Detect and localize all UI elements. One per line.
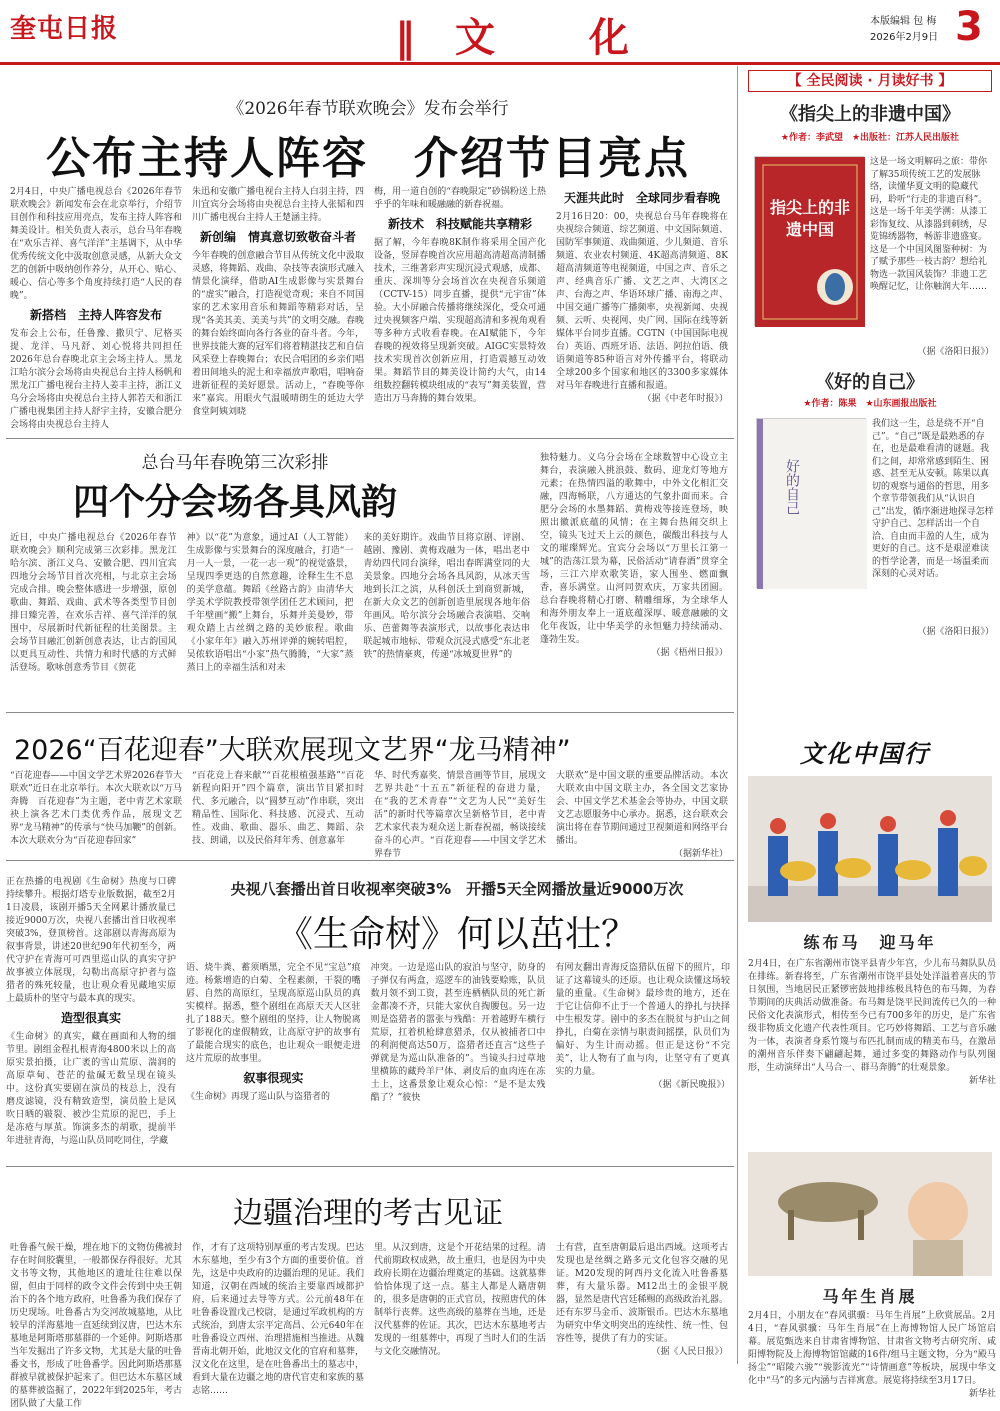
subheading: 新创编 情真意切致敬奋斗者 [199, 230, 356, 244]
paragraph: 《生命树》的真实，藏在画面和人物的细节里。剧组金程扎根青海4800米以上的高原实景拍摄，让广袤的雪山荒原、湍润的高原草甸、苍茫的盐碱无数呈现在镜头中。这份真实要剧在演员的枝总上，没有磨皮滤镜，没有精致造型，演员脸上是风吹日晒的皲裂、被沙尘荒原的泥巴，手上是冻疮与厚茧。饰演多杰的胡歌，提前半年进驻青海，与巡山队员同吃同住，学藏 [6, 1032, 176, 1146]
body-column [187, 532, 354, 712]
body-column [363, 532, 530, 712]
header-rule [0, 62, 1000, 65]
photo-caption [748, 958, 996, 1088]
paragraph: 2月16日20：00，央视总台马年春晚将在央视综合频道、综艺频道、中文国际频道、国防军事频道、戏曲频道、少儿频道、音乐频道、农业农村频道、4K超高清频道、8K超高清频道等电视频道，中国之声、音乐之声、经典音乐广播、文艺之声、大湾区之声、台海之声、华语环球广播、南海之声、中国交通广播等广播频率，央视新闻、央视频、云听、央视网、央广网、国际在线等新媒体平台同步直播。CGTN（中国国际电视台）英语、西班牙语、法语、阿拉伯语、俄语频道等85种语言对外传播平台，将联动全球200多个国家和地区的3300多家媒体对马年春晚进行直播和报道。 [556, 212, 728, 391]
book-description: 这是一场文明解码之旅：带你了解35项传统工艺的发展脉络，读懂华夏文明的隐藏代码，聆听“行走的非遗百科”。这是一场千年美学溯：从漆工彩饰复纹、从漆器到刺绣，尽览锦绣器物，畅游非遗盛宴。这是一个中国风图鉴种树：为了赋予那些一枝古韵？想给礼物选一款国风装饰？非遗工艺唤醒记忆，让你触润大年…… [870, 157, 988, 292]
paragraph: 《生命树》再现了巡山队与盗猎者的 [186, 1092, 331, 1102]
paragraph: 据了解，今年春晚8K制作将采用全国产化设备，竖屏春晚首次应用超高清超高清制播技术，三维著彩声实现沉浸式观感，成都、重庆、深圳等分会场首次在央视音乐频道（CCTV-15）同步直播，提供“元宇宙”体验。大小屏融合传播将继续深化，受众可通过央视频客户端、实现超高清和多视角观看等多种方式收看春晚。在AI赋能下，今年春晚的视效将呈现新突破。AIGC实景特效技术实现首次创新应用，打造震撼互动效果。舞蹈节目的舞美设计简约大气，由14组数控翻转模块组成的“表写”舞美装置，营造出万马奔腾的舞台效果。 [374, 238, 546, 404]
body-column [371, 962, 546, 1158]
horse-dance-photo-icon [748, 776, 992, 922]
body-column [374, 770, 546, 859]
section-rule [6, 438, 734, 439]
body-column [192, 770, 364, 854]
body-column [540, 452, 728, 722]
paragraph: 吐鲁番气候干燥，埋在地下的文物仿佛被封存在时间胶囊里，一般都保存得很好。尤其文书等文物，其他地区的遗址往往难以保留，但由于同样的政令文件会传到中央王朝治下的各个地方政府，吐鲁番为我们保存了历史现场。吐鲁番古为交河故城墓地，从比较早的洋海墓地一直延续到汉唐，巴达木东墓地是阿斯塔那墓群的一个延伸。阿斯塔那当年发掘出了许多文物，尤其是大量的吐鲁番文书，形成了吐鲁番学。因此阿斯塔那墓群被早就被保护起来了。但巴达木东墓区域的墓葬被盗掘了，2022年到2025年，考古团队做了大量工作 [10, 1243, 182, 1409]
body-column [186, 962, 361, 1158]
photo-title: 马年生肖展 [822, 1287, 918, 1306]
body-column [556, 186, 728, 426]
body-column [374, 1242, 546, 1362]
article-headline: 四个分会场各具风韵 [72, 482, 397, 523]
paragraph: 近日，中央广播电视总台《2026年春节联欢晚会》顺利完成第三次彩排。黑龙江哈尔滨、浙江义乌、安徽合肥、四川宜宾四地分会场节目首次亮相，与北京主会场完成合排。晚会整体感进一步增强，原创歌曲、舞蹈、戏曲、武术等各类型节目创排日臻完善，在欢乐吉祥、喜气洋洋的氛围中，尽展新时代新征程的壮美图景。主会场节目融汇创新创意表达，让古韵国风以更具互动性、共情力和时代感的方式鲜活登场。歌咏创意秀节目《贺花 [10, 533, 177, 673]
section-name: 文 化 [455, 14, 669, 61]
subheading: 新技术 科技赋能共享精彩 [387, 217, 532, 231]
photo-title: 练布马 迎马年 [803, 933, 937, 952]
paragraph: 语、烧牛粪、蓄须晒黑，完全不见“宝总”痕迹。杨紫增造的白菊、全程素颜，干裂的嘴唇、自然的高原红，呈现高原巡山队员的真实模样。据悉，整个剧组在高原天天人区驻扎了188天。整个剧组的坚持，让人物脱离了影视化的虚假精致，让高原守护的故事有了最能合现实的底色，也让观众一眼便走进这片荒原的故事里。 [186, 963, 361, 1064]
subheading: 叙事很现实 [243, 1071, 304, 1085]
column-divider [737, 66, 738, 1364]
book-cover [754, 156, 864, 326]
paragraph: 梅，用一道自创的“春晚限定”砂锅粉送上热乎乎的年味和暖融融的新春祝福。 [374, 187, 546, 210]
article-kicker: 总台马年春晚第三次彩排 [141, 453, 329, 473]
subheading: 新搭档 主持人阵容发布 [29, 308, 162, 322]
body-column [10, 1242, 182, 1409]
article-source: （据新华社） [673, 849, 728, 859]
photo-zodiac-exhibit [748, 1152, 992, 1276]
section-title: ‖文 化 [395, 14, 669, 61]
paragraph: 2月4日，中央广播电视总台《2026年春节联欢晚会》新闻发布会在北京举行，介绍节目创作和科技应用亮点，发布主持人阵容和舞美设计。相关负责人表示，总台马年春晚在“欢乐吉祥、喜气洋洋”主基调下，从中华优秀传统文化中汲取创意灵感，从新大众文艺的创新中吸纳创作养分，从开心、贴心、暖心、信心等多个角度持续打造“人民的春晚”。 [10, 187, 182, 301]
paragraph: 有网友翻出青海反盗猎队伍留下的照片，印证了这幕镜头的还原。也让观众读懂这场较量的重量。《生命树》最珍贵的地方，还在于它让信仰不止于一个普通人的挣扎与抉择中生根发芽。剧中的多杰在脱贫与护山之间挣扎，白菊在亲情与职责间摇摆，队员们为偏好、为生计而动摇。但正是这份“不完美”，让人物有了血与肉，让坚守有了更真实的力量。 [555, 963, 731, 1077]
body-column [555, 962, 730, 1158]
article-source: （据《中老年时报》） [642, 394, 728, 404]
article-body [10, 532, 530, 712]
photo-caption [748, 1310, 996, 1401]
book-cover-title: 好的自己 [784, 459, 800, 515]
article-body [10, 186, 728, 430]
paragraph: 作，才有了这项特别厚重的考古发现。巴达木东墓地，至少有3个方面的重要价值。首先，这是中央政府的边疆治理的见证。我们知道，汉朝在西域的统治主要靠西域都护府，后来通过去导等方式。公元前48年在吐鲁番设置戊己校尉，是通过军政机构的方式统治，到唐太宗平定高昌、公元640年在吐鲁番设立西州、治理措施相当推进。从魏晋南北朝开始，此地汉文化的官府和墓葬，汉文化在这里，是在吐鲁番出土的墓志中，看到大量在边疆之地的唐代官吏和家族的墓志铭…… [192, 1243, 364, 1396]
paragraph: 华、时代秀嘉奖、情景音画等节目，展现文艺界共赴“十五五”新征程的奋进力量，在“我的艺术青春”“文艺为人民”“美好生活”的新时代等篇章次呈新格节目，老中青艺术家代表为观众送上新春祝福，畅谈接续奋斗的心声。“百花迎春——中国文学艺术界春节 [374, 771, 546, 859]
article-body [10, 770, 728, 859]
book-meta: ★作者：陈果 ★山东画报出版社 [803, 399, 937, 409]
article-headline: 2026“百花迎春”大联欢展现文艺界“龙马精神” [14, 735, 571, 766]
paragraph: 冲突。一边是巡山队的寂泊与坚守，防身的子弹仅有两盒，巡逻车的油钱要赊账，队员数月领不到工资，甚至连栖栖队员的死亡新金都凑不齐，只能大家伙自掏腰包。另一边则是盗猎者的嚣张与残酷：开着越野车横行荒原，扛着机枪肆意猎杀，仅从被捕者口中的利润便高达50万，盗猎者还直言“这些子弹就是为巡山队准备的”。当镜头扫过草地里横陈的藏羚羊尸体、剥皮后的血肉连在冻土上，这番景象让观众心惊：“是不是太残酷了？”彼快 [370, 963, 546, 1103]
section-rule [6, 712, 734, 713]
paragraph: 里。从汉到唐，这是个开花结果的过程。清代前期政权成熟，故土重归，也是因为中央政府长期在边疆治理奠定的基础。这就墓葬恰恰体现了这一点。墓主人都是人籍唐朝的，很多是唐朝的正式官员，按照唐代的体制举行丧葬。这些高级的墓葬在当地，还是汉代墓葬的佐证。其次，巴达木东墓地考古发现的一组墓葬中，再现了当时人们的生活与文化交融情况。 [374, 1243, 546, 1357]
paragraph: 朱迅和安徽广播电视台主持人白羽主持，四川宜宾分会场将由央视总台主持人张韬和四川广播电视台主持人王楚涵主持。 [192, 187, 364, 223]
article-tree-of-life [0, 862, 736, 1162]
book-cover-title: 指尖上的非遗中国 [769, 198, 850, 239]
issue-date: 2026年2月9日 [870, 32, 939, 43]
paragraph: 神》以“花”为意象，通过AI（人工智能）生成影像与实景舞台的深度融合，打造“一月一人一景，一花一志一观”的视觉盛景，呈现四季更迭的自然意趣，诠释生生不息的美学意蕴。舞蹈《丝路古韵》由清华大学美术学院教授带领学团任艺术顾问，把千年壁画“搬”上舞台，乐舞并美曼妙，带观众踏上古丝绸之路的美妙旅程。歌曲《小家年年》融入苏州评弹的婉转唱腔，吴侬软语唱出“小家”热气腾腾，“大家”蒸蒸日上的幸福生活和对未 [186, 533, 354, 673]
section-rule [6, 1166, 734, 1167]
book-cover [756, 418, 866, 588]
subheading: 造型很真实 [60, 1011, 121, 1025]
article-frontier-archaeology [0, 1168, 736, 1409]
article-body [186, 962, 730, 1158]
book-cover-art-icon [757, 419, 867, 589]
book-cover-art-icon [755, 157, 865, 327]
article-rehearsal [0, 440, 736, 710]
caption-text: 2月4日，小朋友在“春风骐骥：马年生肖展”上欣赏展品。2月4日，“春风骐骥：马年生肖展”在上海博物馆人民广场馆启幕。展览甄选来自甘肃省博物馆、甘肃省文物考古研究所、咸阳博物院及上海博物馆馆藏的16件/组马主题文物，分为“殿马扬尘”“昭陵六骏”“骏影流光”“诗情画意”等板块，展现中华文化中“马”的多元内涵与吉祥寓意。展览将持续至3月17日。 [748, 1311, 996, 1386]
paragraph: “百花迎春——中国文学艺术界2026春节大联欢”近日在北京举行。本次大联欢以“万马奔腾 百花迎春”为主题，老中青艺术家联袂上演各艺术门类优秀作品，展现文艺界“龙马精神”的传承与“快马加鞭”的创新。本次大联欢分为“百花迎春回家” [10, 771, 182, 846]
article-kicker: 《2026年春节联欢晚会》发布会举行 [227, 99, 509, 119]
masthead [0, 0, 1000, 64]
body-column [374, 186, 546, 426]
article-headline: 《生命树》何以茁壮？ [276, 914, 637, 955]
section-rule [6, 860, 734, 861]
body-column [192, 1242, 364, 1396]
paragraph: 发布会上公布，任鲁豫、撒贝宁、尼格买提、龙洋、马凡舒、刘心悦将共同担任2026年总台春晚北京主会场主持人。黑龙江哈尔滨分会场将由央视总台主持人杨帆和黑龙江广播电视台主持人姜丰主持，浙江义乌分会场将由央视总台主持人郭若天和浙江广播电视集团主持人舒宇主持，安徽合肥分会场将由央视总台主持人 [10, 329, 182, 430]
article-source: （据《人民日报》） [651, 1347, 728, 1357]
article-gala-press [0, 66, 736, 430]
book-title: 《好的自己》 [816, 372, 924, 393]
body-column [192, 186, 364, 426]
paragraph: 正在热播的电视剧《生命树》热度与口碑持续攀升。根据灯塔专业版数据，截至2月1日凌晨，该剧开播5天全网累计播放量已接近9000万次，央视八套播出首日收视率突破3%，登顶榜首。这部剧以青海高原为叙事背景，讲述20世纪90年代初至今，两代守护在青海可可西里巡山队的真实守护故事被立体展现，勾勒出高原守护者与盗猎者的殊死较量，也让观众看见藏地实原上最质朴的坚守与最本真的现实。 [6, 877, 176, 1004]
article-kicker: 央视八套播出首日收视率突破3% 开播5天全网播放量近9000万次 [230, 880, 684, 898]
book-source: （据《洛阳日报》） [917, 347, 994, 357]
photo-source: 新华社 [968, 1389, 996, 1399]
body-column [10, 770, 182, 854]
paragraph: 大联欢”是中国文联的重要品牌活动。本次大联欢由中国文联主办，各全国文艺家协会、中国文学艺术基金会等协办，中国文联文艺志愿服务中心承办。据悉，这台联欢会演出将在春节期间通过卫视频道和网络平台播出。 [556, 771, 728, 846]
paragraph: 土有营，直至唐朝最后退出西域。这项考古发现也是丝绸之路多元文化包容交融的见证。M20发现的阿西丹文化流入吐鲁番墓葬，有大量乐器。M12出土的金银平脱器，显然是唐代宫廷稀赐的高级政治礼器。还有东罗马金币、波斯银币。巴达木东墓地为研究中华文明突出的连续性、统一性、包容性等，提供了有力的实证。 [556, 1243, 728, 1344]
culture-tour-title: 文化中国行 [800, 739, 930, 768]
paragraph: 今年春晚的创意融合节目从传统文化中汲取灵感，将舞蹈、戏曲、杂技等表演形式融入情景化演绎，借助AI生成影像与实景舞台的“虚实”融合，打造视觉奇观；来自不同国家的艺术家用音乐和舞蹈等精彩对话，呈现“各美其美、美美与共”的文明交融。春晚的舞台始终面向各行各业的奋斗者。今年，世界技能大赛的冠军们将着精湛技艺和自信风采登上春晚舞台；农民合唱团的乡亲们唱着田间地头的泥土和幸福放声歌唱，唱响奋进新征程的美好愿景。活动上，“春晚等你来”嘉宾。用眼火气温暖晴朗生的延边大学食堂阿姨刘晓 [192, 251, 364, 417]
paragraph: “百花竞上春来献”“百花根植强基路”“百花新程向阳开”四个篇章，演出节目紧扣时代、多元融合，以“圆梦互动”作串联，突出精品性、国际化、科技感、沉浸式、互动性。戏曲、歌曲、器乐、曲艺、舞蹈、杂技、朗诵，以及民俗拜年秀、创意嘉年 [192, 771, 364, 846]
article-spring-gala-arts [0, 714, 736, 859]
book-description: 我们这一生，总是绕不开“自己”。“自己”既是最熟悉的存在，也是最难看清的谜题。我们之间，却常常感到陌生、困惑、甚至无从安顿。陈果以真切的观察与通俗的哲思，用多个章节带领我们从“认识自己”出发，循序渐进地探寻怎样守护自己、怎样活出一个自洽、自由而丰盈的人生，成为更好的自己。这不是艰涩难读的哲学论著，而是一场温柔而深刻的心灵对话。 [872, 419, 994, 579]
body-column [10, 532, 177, 712]
article-body [10, 1242, 728, 1409]
article-body-side [540, 452, 728, 722]
editor-credit: 本版编辑 包 梅 [870, 16, 937, 27]
zodiac-exhibit-photo-icon [748, 1152, 992, 1276]
photo-horse-dance [748, 776, 992, 922]
subheading: 天涯共此时 全球同步看春晚 [563, 191, 720, 205]
book-source: （据《洛阳日报》） [917, 627, 994, 637]
photo-source: 新华社 [968, 1076, 996, 1086]
paragraph: 独特魅力。义乌分会场在全球数智中心设立主舞台，表演融入挑浪鼓、数码、迎龙灯等地方元素；在热情四溢的歌舞中，中外文化相汇交融，四海畅联，八方通达的气象扑面而来。合肥分会场的水墨舞蹈、黄梅戏等接连登场，映照出徽派底蕴的风情；在主舞台热闹交织上空，镜头飞过天上云的颜色，碳酸出科技与人文的璀璨辉光。宜宾分会场以“万里长江第一城”的浩荡江景为幕，民俗活动“请春酒”贯穿全场，三江六岸欢歌笑语，家人围坐、燃面飘香，喜乐满堂。山河同贺欢庆，万家共团圆。总台春晚将精心打磨、精雕细琢，为全球华人和海外朋友奉上一道底蕴深厚、暖意融融的文化年夜饭，让中华美学的永恒魅力持续涌动、蓬勃生发。 [540, 453, 728, 645]
newspaper-logo: 奎屯日报 [10, 14, 119, 44]
reading-banner: 【 全民阅读 · 月读好书 】 [748, 70, 992, 92]
paragraph: 来的美好期许。戏曲节目将京剧、评剧、越剧、豫剧、黄梅戏融为一体，唱出老中青幼四代同台演绎，唱出春晖满堂同的大美景象。四地分会场各具风韵，从冰天雪地到长江之滨，从科创沃土到商贸新城，在新大众文艺的创新创造里展现各地年俗年画风。哈尔滨分会场融合表演唱、交响乐、芭蕾舞等表演形式，以故事化表达串联起城市地标、带观众沉浸式感受“东北老铁”的热情豪爽，传递“冰城夏世界”的 [363, 533, 531, 660]
book-meta: ★作者：李武望 ★出版社：江苏人民出版社 [780, 133, 960, 143]
article-headline: 边疆治理的考古见证 [233, 1196, 503, 1231]
page-number: 3 [955, 4, 983, 50]
body-column [10, 186, 182, 430]
article-source: （据《新民晚报》） [653, 1080, 731, 1090]
page-meta [870, 14, 938, 46]
article-source: （据《梧州日报》） [651, 648, 728, 658]
body-column [556, 1242, 728, 1362]
article-body-lead [6, 876, 176, 1161]
article-headline: 公布主持人阵容 介绍节目亮点 [46, 133, 690, 184]
book-title: 《指尖上的非遗中国》 [780, 104, 960, 125]
body-column [6, 876, 176, 1161]
caption-text: 2月4日，在广东省潮州市饶平县青少年宫，少儿布马舞队队员在排练。新春将至，广东省潮州市饶平县处处洋溢着喜庆的节日氛围，当地居民正紧锣密鼓地排练极具特色的布马舞，为春节期间的庆典活动做准备。布马舞是饶平民间流传已久的一种民俗文化表演形式，相传至今已有700多年的历史，是广东省级非物质文化遗产代表性项目。它巧妙将舞蹈、工艺与音乐融为一体，表演者身系竹篾与布匹扎制而成的精美布马，在激昂的潮州音乐伴奏下翩翩起舞，通过多变的舞路动作与队列图形，生动演绎出“人马合一、群马奔腾”的壮观景象。 [748, 959, 996, 1073]
body-column [556, 770, 728, 859]
